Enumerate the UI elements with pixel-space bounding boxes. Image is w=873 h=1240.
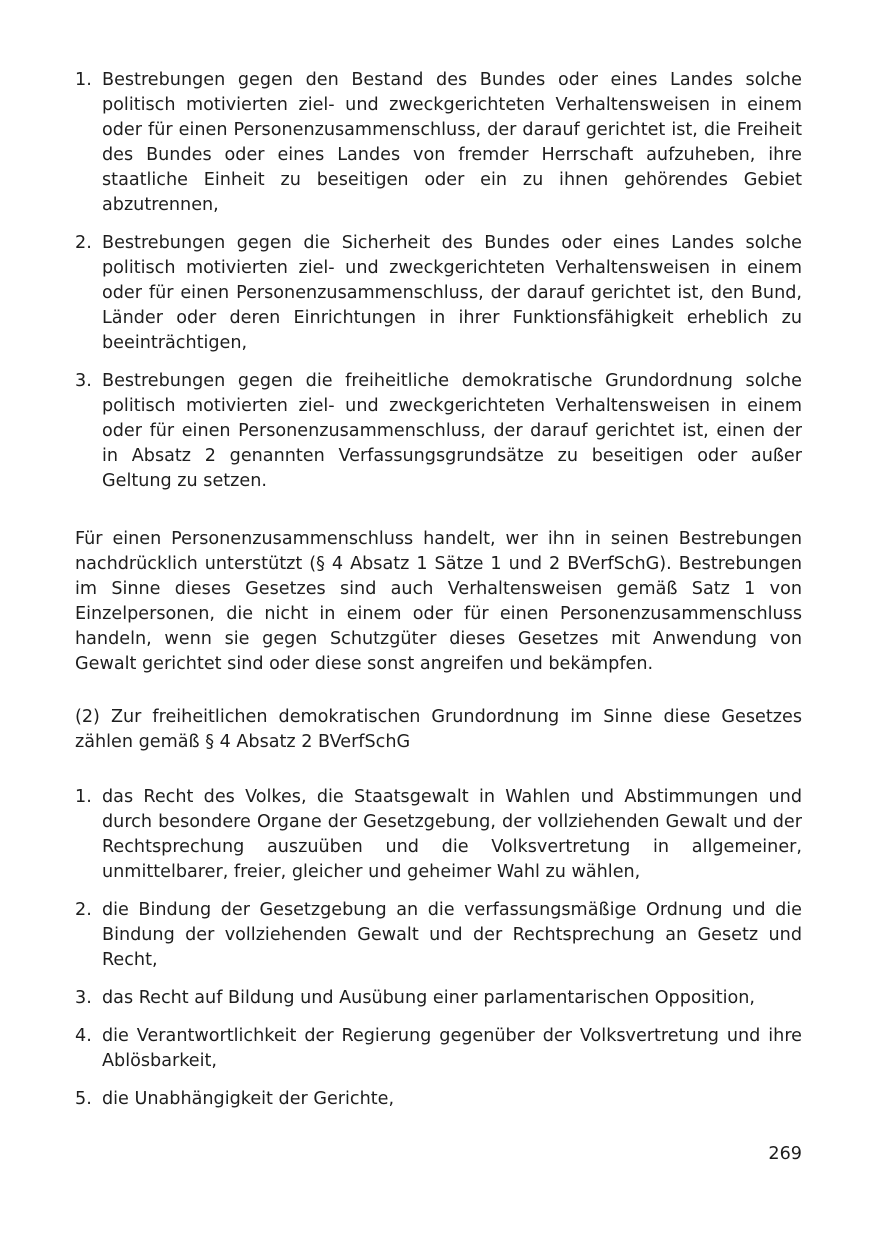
list-item [75, 231, 802, 356]
list-item-text: die Unabhängigkeit der Gerichte, [102, 1089, 395, 1109]
list-item [75, 986, 802, 1011]
list-item [75, 68, 802, 218]
list-item-number: 4. [75, 1026, 92, 1046]
list-item-text: das Recht des Volkes, die Staatsgewalt in Wahlen und Abstimmungen und durch besondere Organe der Gesetzgebung, der vollziehenden Gewalt und der Rechtsprechung auszuüben und die Volksvertretung in allgemeiner, unmittelbarer, freier, gleicher und geheimer Wahl zu wählen, [102, 787, 802, 882]
page-number: 269 [768, 1144, 802, 1164]
list-item-text: Bestrebungen gegen die Sicherheit des Bundes oder eines Landes solche politisch motivierten ziel- und zweckgerichteten Verhaltensweisen in einem oder für einen Personenzusammenschluss, der darauf gerichtet ist, den Bund, Länder oder deren Einrichtungen in ihrer Funktionsfähigkeit erheblich zu beeinträchtigen, [102, 233, 802, 353]
list-item-text: Bestrebungen gegen den Bestand des Bundes oder eines Landes solche politisch motivierten ziel- und zweckgerichteten Verhaltensweisen in einem oder für einen Personenzusammenschluss, der darauf gerichtet ist, die Freiheit des Bundes oder eines Landes von fremder Herrschaft aufzuheben, ihre staatliche Einheit zu beseitigen oder ein zu ihnen gehörendes Gebiet abzutrennen, [102, 70, 802, 215]
list-item-number: 3. [75, 988, 92, 1008]
list-item-number: 3. [75, 371, 92, 391]
list-item-number: 2. [75, 233, 92, 253]
document-page [75, 68, 802, 1125]
list-item [75, 369, 802, 494]
list-item [75, 785, 802, 885]
list-item-text: die Verantwortlichkeit der Regierung gegenüber der Volksvertretung und ihre Ablösbarkeit, [102, 1026, 802, 1071]
body-paragraph: Für einen Personenzusammenschluss handelt, wer ihn in seinen Bestrebungen nachdrücklich unterstützt (§ 4 Absatz 1 Sätze 1 und 2 BVerfSchG). Bestrebungen im Sinne dieses Gesetzes sind auch Verhaltensweisen gemäß Satz 1 von Einzelpersonen, die nicht in einem oder für einen Personenzusammenschluss handeln, wenn sie gegen Schutzgüter dieses Gesetzes mit Anwendung von Gewalt gerichtet sind oder diese sonst angreifen und bekämpfen. [75, 529, 802, 674]
list-item-text: die Bindung der Gesetzgebung an die verfassungsmäßige Ordnung und die Bindung der vollziehenden Gewalt und der Rechtsprechung an Gesetz und Recht, [102, 900, 802, 970]
section-2-intro: (2) Zur freiheitlichen demokratischen Grundordnung im Sinne diese Gesetzes zählen gemäß § 4 Absatz 2 BVerfSchG [75, 707, 802, 752]
list-item-number: 5. [75, 1089, 92, 1109]
list-item [75, 1087, 802, 1112]
list-item-number: 1. [75, 787, 92, 807]
list-item-text: das Recht auf Bildung und Ausübung einer parlamentarischen Opposition, [102, 988, 756, 1008]
list-item [75, 898, 802, 973]
list-item-number: 1. [75, 70, 92, 90]
threat-definitions-list [75, 68, 802, 494]
list-item [75, 1024, 802, 1074]
list-item-text: Bestrebungen gegen die freiheitliche demokratische Grundordnung solche politisch motivierten ziel- und zweckgerichteten Verhaltensweisen in einem oder für einen Personenzusammenschluss, der darauf gerichtet ist, einen der in Absatz 2 genannten Verfassungsgrundsätze zu beseitigen oder außer Geltung zu setzen. [102, 371, 802, 491]
list-item-number: 2. [75, 900, 92, 920]
fdgo-principles-list [75, 785, 802, 1112]
